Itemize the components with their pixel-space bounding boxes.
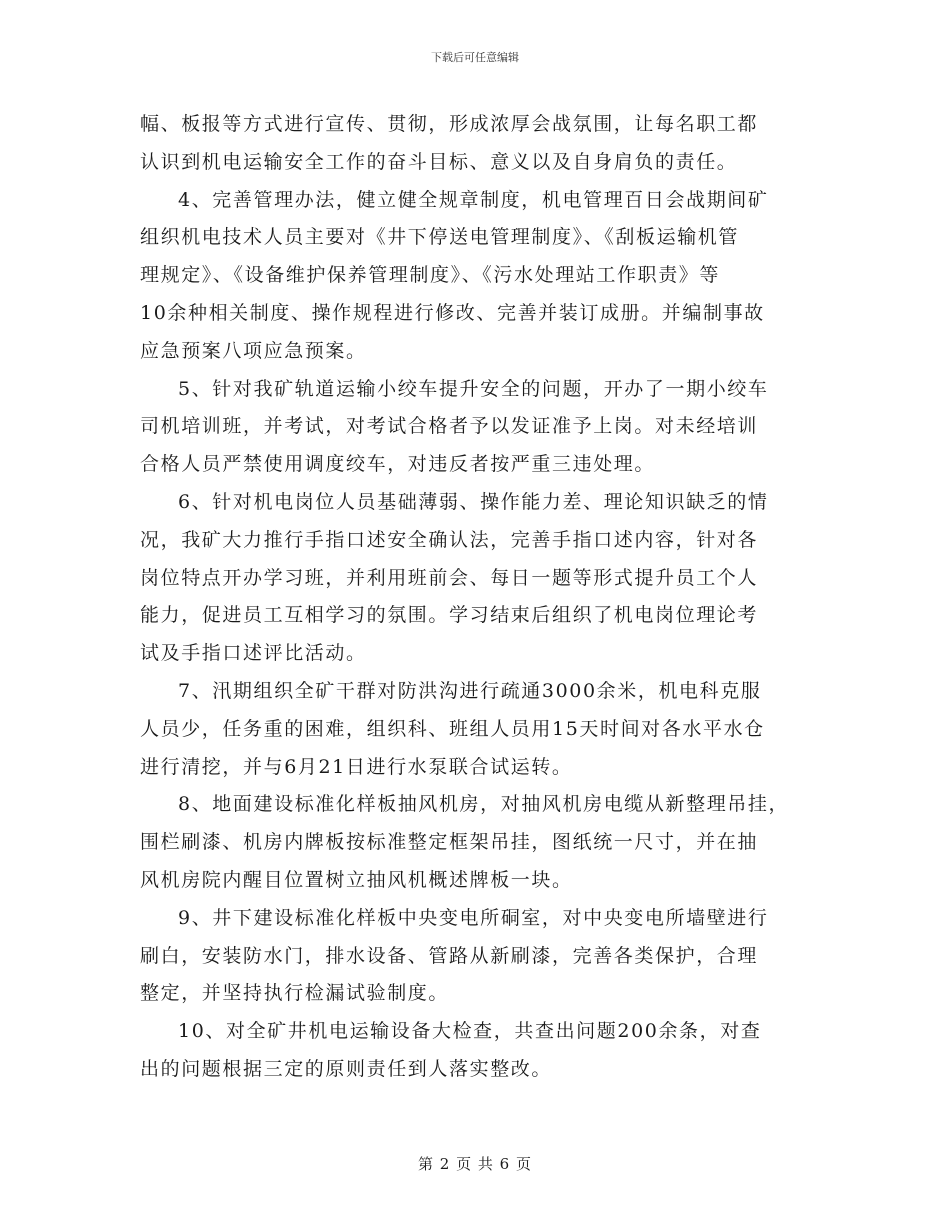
text-line: 认识到机电运输安全工作的奋斗目标、意义以及自身肩负的责任。	[140, 150, 738, 173]
text-line: 合格人员严禁使用调度绞车，对违反者按严重三违处理。	[140, 453, 656, 476]
text-line: 风机房院内醒目位置树立抽风机概述牌板一块。	[140, 868, 573, 891]
text-line: 7、汛期组织全矿干群对防洪沟进行疏通3000余米，机电科克服	[178, 679, 762, 702]
text-line: 刷白，安装防水门，排水设备、管路从新刷漆，完善各类保护，合理	[140, 944, 759, 967]
text-line: 进行清挖，并与6月21日进行水泵联合试运转。	[140, 755, 573, 778]
text-line: 出的问题根据三定的原则责任到人落实整改。	[140, 1057, 553, 1080]
text-line: 幅、板报等方式进行宣传、贯彻，形成浓厚会战氛围，让每名职工都	[140, 113, 759, 135]
text-line: 5、针对我矿轨道运输小绞车提升安全的问题，开办了一期小绞车	[178, 377, 769, 400]
text-line: 组织机电技术人员主要对《井下停送电管理制度》、《刮板运输机管	[140, 226, 740, 249]
text-line: 人员少，任务重的困难，组织科、班组人员用15天时间对各水平水仓	[140, 717, 765, 740]
text-line: 能力，促进员工互相学习的氛围。学习结束后组织了机电岗位理论考	[140, 604, 759, 627]
text-line: 8、地面建设标准化样板抽风机房，对抽风机房电缆从新整理吊挂，	[178, 793, 790, 816]
text-line: 10、对全矿井机电运输设备大检查，共查出问题200余条，对查	[178, 1020, 762, 1043]
document-body	[140, 106, 812, 1089]
text-line: 整定，并坚持执行检漏试验制度。	[140, 982, 450, 1005]
text-line: 10余种相关制度、操作规程进行修改、完善并装订成册。并编制事故	[140, 301, 765, 324]
text-line: 围栏刷漆、机房内牌板按标准整定框架吊挂，图纸统一尺寸，并在抽	[140, 831, 759, 854]
text-line: 岗位特点开办学习班，并利用班前会、每日一题等形式提升员工个人	[140, 566, 759, 589]
text-line: 况，我矿大力推行手指口述安全确认法，完善手指口述内容，针对各	[140, 528, 759, 551]
text-line: 4、完善管理办法，健立健全规章制度，机电管理百日会战期间矿	[178, 188, 769, 211]
text-line: 试及手指口述评比活动。	[140, 642, 367, 665]
page-header: 下载后可任意编辑	[431, 51, 519, 64]
text-line: 理规定》、《设备维护保养管理制度》、《污水处理站工作职责》等	[140, 264, 721, 287]
page-footer: 第 2 页 共 6 页	[418, 1155, 532, 1173]
text-line: 6、针对机电岗位人员基础薄弱、操作能力差、理论知识缺乏的情	[178, 490, 769, 513]
text-line: 应急预案八项应急预案。	[140, 339, 367, 362]
text-line: 司机培训班，并考试，对考试合格者予以发证准予上岗。对未经培训	[140, 415, 759, 438]
text-line: 9、井下建设标准化样板中央变电所硐室，对中央变电所墙壁进行	[178, 906, 769, 929]
